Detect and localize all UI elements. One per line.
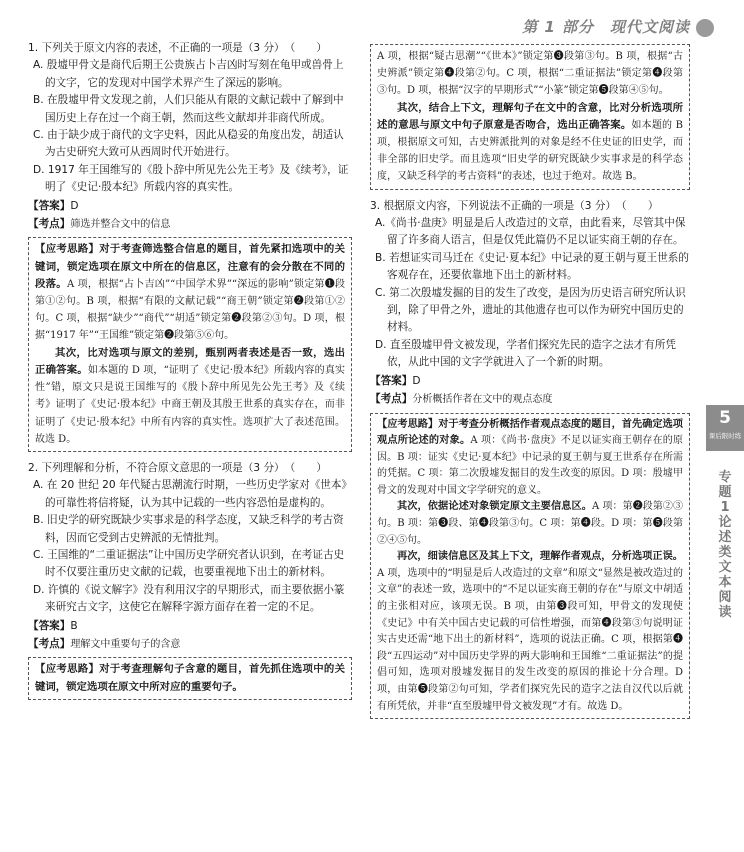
question-3-option-c: C. 第二次殷墟发掘的目的发生了改变，是因为历史语言研究所认识到，除了甲骨之外，遗址的其他遗存也可以作为研究中国历史的材料。 — [375, 286, 686, 334]
question-3-option-a: A.《尚书·盘庚》明显是后人改造过的文章，由此看来，尽管其中保留了许多商人语言，但是仅凭此篇仍不足以证实商王朝的存在。 — [375, 217, 686, 247]
question-1-strategy-box: 【应考思路】对于考查筛选整合信息的题目，首先紧扣选项中的关键词，锁定选项在原文中所在的信息区，注意有的会分散在不同的段落。A 项，根据“占卜吉凶”“中国学术界”“深远的影响”锁定第❶段第①②句。B 项，根据“有限的文献记载”“商王朝”锁定第❷段第①②句。C 项，根据“缺少”“商代”“胡适”锁定第❷段第②③句。D 项，根据“1917 年”“王国维”锁定第❷段第⑤⑥句。 其次，比对选项与原文的差别，甄别两者表述是否一致，选出正确答案。如本题的 D 项，“证明了《史记·殷本纪》所载内容的真实性”错，原文只是说王国维写的《殷卜辞中所见先公先王考》及《续考》证明了《史记·殷本纪》中商王朝及其殷王世系的真实存在，而非证明了《史记·殷本纪》中所有内容的真实性。选项扩大了表述范围。故选 D。 — [28, 237, 352, 451]
question-2-answer: 【答案】B — [28, 619, 78, 632]
question-1-knowledge-point: 【考点】筛选并整合文中的信息 — [28, 218, 171, 231]
question-3-knowledge-point: 【考点】分析概括作者在文中的观点态度 — [370, 393, 553, 406]
question-2 — [28, 460, 352, 700]
question-2-strategy-box-part1: 【应考思路】对于考查理解句子含意的题目，首先抓住选项中的关键词，锁定选项在原文中所对应的重要句子。 — [28, 657, 352, 699]
left-column — [28, 40, 352, 708]
question-3 — [370, 198, 690, 720]
question-1-option-d: D. 1917 年王国维写的《殷卜辞中所见先公先王考》及《续考》，证明了《史记·殷本纪》所载内容的真实性。 — [33, 163, 349, 194]
question-1-option-b: B. 在殷墟甲骨文发现之前，人们只能从有限的文献记载中了解到中国历史上存在过一个商王朝，然而这些文献却并非商代所成。 — [33, 94, 344, 124]
question-2-option-d: D. 许慎的《说文解字》没有利用汉字的早期形式，而主要依据小篆来研究古文字，这使它在解释字源方面存在着一定的不足。 — [33, 583, 345, 614]
question-3-strategy-box: 【应考思路】对于考查分析概括作者观点态度的题目，首先确定选项观点所论述的对象。A 项：《尚书·盘庚》不足以证实商王朝存在的原因。B 项：证实《史记·夏本纪》中记录的夏王朝与夏王世系存在所需的凭据。C 项：第二次殷墟发掘目的发生改变的原因。D 项：殷墟甲骨文的发现对中国文字学研究的意义。 其次，依据论述对象锁定原文主要信息区。A 项：第❷段第②③句。B 项：第❸段、第❹段第③句。C 项：第❹段。D 项：第❺段第②④⑤句。 再次，细读信息区及其上下文，理解作者观点，分析选项正误。A 项，选项中的“明显是后人改造过的文章”和原文“显然是被改造过的文章”的表述一致，选项中的“不足以证实商王朝的存在”与原文中胡适的主张相对应，该项无误。B 项，由第❸段可知，甲骨文的发现使《史记》中有关中国古史记载的可信性增强，而第❹段第③句说明证实古史还需“地下出土的新材料”，选项的说法正确。C 项，根据第❹段“五四运动”对中国历史学界的两大影响和王国维“二重证据法”的提倡可知，选项对殷墟发掘目的发生改变的原因的推论十分合理。D 项，由第❺段第②句可知，学者们探究先民的造字之法自汉代以后就有所凭依，并非“直至殷墟甲骨文被发现”才有。故选 D。 — [370, 413, 690, 720]
right-column — [370, 44, 690, 727]
chapter-tab-subtitle: 课后限时练 — [708, 432, 742, 440]
question-2-option-b: B. 旧史学的研究既缺少实事求是的科学态度，又缺乏科学的考古资料，因而它受到古史辨派的无情批判。 — [33, 514, 344, 544]
header-title: 第 1 部分 现代文阅读 — [522, 18, 690, 36]
question-3-stem: 3. 根据原文内容，下列说法不正确的一项是（3 分） （ ） — [370, 199, 659, 212]
question-1-option-a: A. 殷墟甲骨文是商代后期王公贵族占卜吉凶时写刻在龟甲或兽骨上的文字，它的发现对中国学术界产生了深远的影响。 — [33, 59, 344, 89]
question-2-option-a: A. 在 20 世纪 20 年代疑古思潮流行时期，一些历史学家对《世本》的可靠性将信将疑，认为其中记载的一些内容恐怕是虚构的。 — [33, 479, 347, 509]
emblem-icon — [696, 19, 714, 37]
question-2-strategy-box-part2: A 项，根据“疑古思潮”“《世本》”锁定第❸段第③句。B 项，根据“古史辨派”锁定第❹段第②句。C 项，根据“二重证据法”锁定第❹段第③句。D 项，根据“汉字的早期形式”“小篆”锁定第❺段第④⑤句。 其次，结合上下文，理解句子在文中的含意，比对分析选项所述的意思与原文中句子原意是否吻合，选出正确答案。如本题的 B 项，根据原文可知，古史辨派批判的对象是经不住史证的旧史学，而非全部的旧史学。而且选项“旧史学的研究既缺少实事求是的科学态度，又缺乏科学的考古资料”的表述，也过于绝对。故选 B。 — [370, 44, 690, 190]
chapter-tab — [706, 405, 744, 451]
side-section-title: 专题1 论述类文本阅读 — [718, 470, 732, 620]
question-2-stem: 2. 下列理解和分析，不符合原文意思的一项是（3 分） （ ） — [28, 461, 328, 474]
question-2-option-c: C. 王国维的“二重证据法”让中国历史学研究者认识到，在考证古史时不仅要注重历史文献的记载，也要重视地下出土的新材料。 — [33, 548, 345, 579]
question-1-answer: 【答案】D — [28, 199, 79, 212]
question-1-option-c: C. 由于缺少成于商代的文字史料，因此从稳妥的角度出发，胡适认为古史研究大致可从西周时代开始进行。 — [33, 129, 344, 159]
question-3-answer: 【答案】D — [370, 374, 421, 387]
question-1 — [28, 40, 352, 452]
page-header — [522, 16, 714, 37]
question-3-option-d: D. 直至殷墟甲骨文被发现，学者们探究先民的造字之法才有所凭依，从此中国的文字学就进入了一个新的时期。 — [375, 338, 676, 369]
question-1-stem: 1. 下列关于原文内容的表述，不正确的一项是（3 分） （ ） — [28, 42, 328, 54]
chapter-tab-number: 5 — [719, 408, 731, 428]
question-3-option-b: B. 若想证实司马迁在《史记·夏本纪》中记录的夏王朝与夏王世系的客观存在，还要依靠地下出土的新材料。 — [375, 251, 689, 282]
question-2-knowledge-point: 【考点】理解文中重要句子的含意 — [28, 637, 181, 650]
